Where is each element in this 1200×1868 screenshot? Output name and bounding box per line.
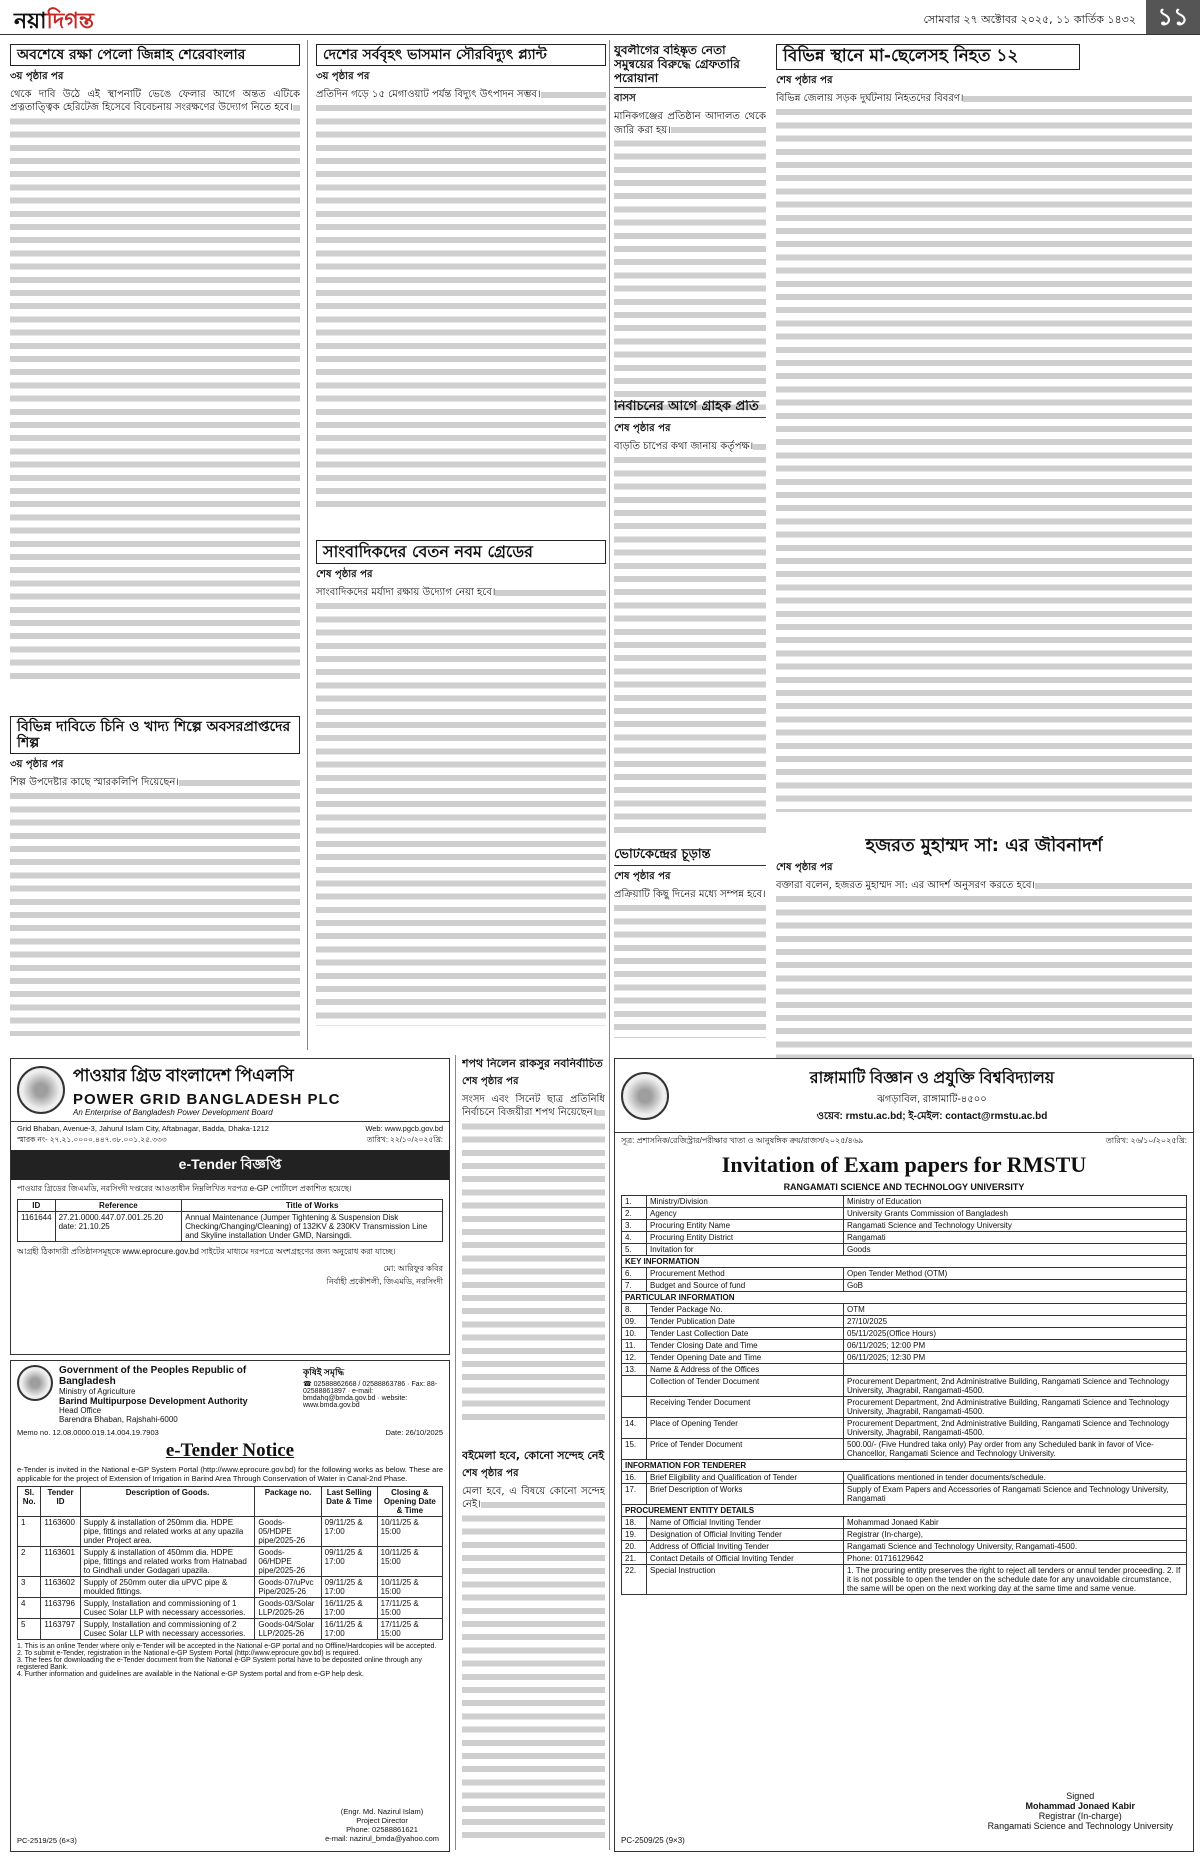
- article-body: সাংবাদিকদের মর্যাদা রক্ষায় উদ্যোগ নেয়া হবে।: [316, 586, 606, 1026]
- table-cell: 22.: [622, 1565, 647, 1595]
- table-cell: 1163602: [41, 1577, 80, 1598]
- page-number: ১১: [1146, 0, 1200, 34]
- table-cell: Brief Description of Works: [647, 1484, 844, 1505]
- table-cell: Supply & installation of 250mm dia. HDPE pipe, fittings and related works at any upazila under Project area.: [80, 1517, 255, 1547]
- tender-note: 3. The fees for downloading the e-Tender document from the National e-GP System portal have to be deposited online through any registered Bank.: [17, 1657, 422, 1671]
- table-row: [622, 1529, 1187, 1541]
- table-cell: 06/11/2025; 12:30 PM: [844, 1352, 1187, 1364]
- table-cell: 18.: [622, 1517, 647, 1529]
- table-row: [622, 1460, 1187, 1472]
- table-row: [622, 1418, 1187, 1439]
- table-cell: 2.: [622, 1208, 647, 1220]
- table-cell: Open Tender Method (OTM): [844, 1268, 1187, 1280]
- table-row: [18, 1517, 443, 1547]
- table-cell: 4.: [622, 1232, 647, 1244]
- table-row: [622, 1280, 1187, 1292]
- article: [10, 44, 300, 684]
- headline: নির্বাচনের আগে গ্রাহক প্রতি: [614, 400, 766, 418]
- table-row: [622, 1196, 1187, 1208]
- table-cell: 16.: [622, 1472, 647, 1484]
- tender-info-table: [621, 1195, 1187, 1595]
- table-cell: Rangamati: [844, 1232, 1187, 1244]
- table-cell: OTM: [844, 1304, 1187, 1316]
- notice-title: Invitation of Exam papers for RMSTU: [721, 1152, 1087, 1177]
- table-cell: Agency: [647, 1208, 844, 1220]
- table-cell: 09/11/25 & 17:00: [321, 1517, 377, 1547]
- tender-table: [17, 1199, 443, 1242]
- table-row: [622, 1553, 1187, 1565]
- table-row: [18, 1547, 443, 1577]
- continuation-label: শেষ পৃষ্ঠার পর: [776, 74, 833, 86]
- masthead: [0, 0, 1200, 35]
- table-cell: Ministry of Education: [844, 1196, 1187, 1208]
- table-cell: Contact Details of Official Inviting Tender: [647, 1553, 844, 1565]
- continuation-label: ৩য় পৃষ্ঠার পর: [316, 71, 370, 83]
- continuation-label: শেষ পৃষ্ঠার পর: [316, 569, 373, 581]
- headline: সাংবাদিকদের বেতন নবম গ্রেডের: [316, 540, 606, 564]
- article-body: মানিকগঞ্জের প্রতিষ্ঠান আদালত থেকে জারি করা হয়।: [614, 110, 766, 410]
- table-header-cell: ID: [18, 1200, 56, 1212]
- table-cell: Procurement Department, 2nd Administrative Building, Rangamati Science and Technology University, Jhagrabil, Rangamati-4500.: [844, 1376, 1187, 1397]
- section-header-cell: PROCUREMENT ENTITY DETAILS: [622, 1505, 1187, 1517]
- headline: যুবলীগের বহিষ্কৃত নেতা সমুন্বয়ের বিরুদ্ধে গ্রেফতারি পরোয়ানা: [614, 44, 766, 88]
- table-cell: 3.: [622, 1220, 647, 1232]
- table-row: [622, 1340, 1187, 1352]
- table-cell: Procurement Department, 2nd Administrative Building, Rangamati Science and Technology University, Jhagrabil, Rangamati-4500.: [844, 1397, 1187, 1418]
- headline: বিভিন্ন দাবিতে চিনি ও খাদ্য শিল্পে অবসরপ্রাপ্তদের শিল্প: [10, 716, 300, 754]
- headline: বিভিন্ন স্থানে মা-ছেলেসহ নিহত ১২: [776, 44, 1080, 70]
- article: [776, 44, 1192, 812]
- table-cell: Procurement Method: [647, 1268, 844, 1280]
- continuation-label: ৩য় পৃষ্ঠার পর: [10, 759, 64, 771]
- table-cell: 1: [18, 1517, 41, 1547]
- bmda-logo-icon: [17, 1365, 53, 1401]
- table-cell: Qualifications mentioned in tender documents/schedule.: [844, 1472, 1187, 1484]
- table-cell: Supply & installation of 450mm dia. HDPE pipe, fittings and related works from Hatnabad to Gindhali under Godagari upazila.: [80, 1547, 255, 1577]
- table-cell: Tender Last Collection Date: [647, 1328, 844, 1340]
- table-cell: 7.: [622, 1280, 647, 1292]
- table-cell: Procuring Entity Name: [647, 1220, 844, 1232]
- table-cell: 4: [18, 1598, 41, 1619]
- table-cell: 13.: [622, 1364, 647, 1376]
- table-cell: Invitation for: [647, 1244, 844, 1256]
- table-row: [18, 1598, 443, 1619]
- continuation-label: শেষ পৃষ্ঠার পর: [614, 870, 671, 882]
- table-cell: [622, 1397, 647, 1418]
- table-cell: Annual Maintenance (Jumper Tightening & Suspension Disk Checking/Changing/Cleaning) of 132KV & 230KV Transmission Line and Skyline installation Under GMD, Narsingdi.: [182, 1212, 443, 1242]
- article-body: বিভিন্ন জেলায় সড়ক দুর্ঘটনায় নিহতদের বিবরণ।: [776, 92, 1192, 812]
- continuation-label: শেষ পৃষ্ঠার পর: [462, 1467, 519, 1479]
- table-cell: Tender Publication Date: [647, 1316, 844, 1328]
- table-cell: Goods: [844, 1244, 1187, 1256]
- table-cell: 15.: [622, 1439, 647, 1460]
- table-cell: 1163600: [41, 1517, 80, 1547]
- table-cell: Goods-06/HDPE pipe/2025-26: [255, 1547, 321, 1577]
- rmstu-tender-ad: রাঙ্গামাটি বিজ্ঞান ও প্রযুক্তি বিশ্ববিদ্যালয় ঝগড়াবিল, রাঙ্গামাটি-৪৫০০ ওয়েব: rmstu.ac.bd; ই-মেইল: contact@rmstu.ac.bd সূত্র: প্রশাসনিক/রেজিস্ট্রার/পরীক্ষার খাতা ও আনুষঙ্গিক ক্রয়/রাজস/২০২৫/৪৬৯ তারিখ: ২৬/১০/২০২৫খ্রি: Invitation of Exam papers for RMSTU RANGAMATI SCIENCE AND TECHNOLOGY UNIVERSITY 1. Ministry/Division Ministry of Education 2. Agency University Grants Commission of Bangladesh 3. Procuring Entity Name Rangamati Science and Technology University 4. Procuring Entity District Rangamati 5. Invitation for Goods KEY INFORMATION 6. Procurement Method Open Tender Method (OTM) 7. Budget and Source of fund GoB PARTICULAR INFORMATION 8. Tender Package No. OTM 09. Tender Publication Date 27/10/2025 10. Tender Last Collection Date 05/11/2025(Office Hours) 11. Tender Closing Date and Time 06/11/2025; 12:00 PM 12. Tender Opening Date and Time 06/11/2025; 12:30 PM 13. Name & Address of the Offices Collection of Tender Document Procurement Department, 2nd Administrative Building, Rangamati Science and Technology University, Jhagrabil, Rangamati-4500. Receiving Tender Document Procurement Department, 2nd Administrative Building, Rangamati Science and Technology University, Jhagrabil, Rangamati-4500. 14. Place of Opening Tender Procurement Department, 2nd Administrative Building, Rangamati Science and Technology University, Jhagrabil, Rangamati-4500. 15. Price of Tender Document 500.00/- (Five Hundred taka only) Pay order from any Scheduled bank in favor of Vice-Chancellor, Rangamati Science and Technology University. INFORMATION FOR TENDERER 16. Brief Eligibility and Qualification of Tender Qualifications mentioned in tender documents/schedule. 17. Brief Description of Works Supply of Exam Papers and Accessories of Rangamati Science and Technology University, Rangamati PROCUREMENT ENTITY DETAILS 18. Name of Official Inviting Tender Mohammad Jonaed Kabir 19. Designation of Official Inviting Tender Registrar (In-charge), 20. Address of Official Inviting Tender Rangamati Science and Technology University, Rangamati-4500. 21. Contact Details of Official Inviting Tender Phone: 01716129642 22. Special Instruction 1. The procuring entity preserves the right to reject all tenders or annul tender proceeding. 2. If it is not possible to open the tender on the schedule date for any unavoidable circumstance, the same will be open on the next working day at the same time and same venue. Signed Mohammad Jonaed Kabir Registrar (In-charge) Rangamati Science and Technology University PC-2509/25 (9×3): [614, 1058, 1194, 1852]
- section-header-cell: PARTICULAR INFORMATION: [622, 1292, 1187, 1304]
- table-row: [622, 1352, 1187, 1364]
- table-cell: 11.: [622, 1340, 647, 1352]
- table-cell: 27/10/2025: [844, 1316, 1187, 1328]
- table-row: [622, 1505, 1187, 1517]
- tender-note: 4. Further information and guidelines are available in the National e-GP System portal and from e-GP help desk.: [17, 1671, 364, 1678]
- continuation-label: শেষ পৃষ্ঠার পর: [462, 1075, 519, 1087]
- table-cell: 09/11/25 & 17:00: [321, 1547, 377, 1577]
- table-cell: Goods-04/Solar LLP/2025-26: [255, 1619, 321, 1640]
- article-body: সংসদ এবং সিনেট ছাত্র প্রতিনিধি নির্বাচনে বিজয়ীরা শপথ নিয়েছেন।: [462, 1093, 605, 1423]
- continuation-label: শেষ পৃষ্ঠার পর: [614, 422, 671, 434]
- article: [614, 44, 766, 410]
- headline: হজরত মুহাম্মদ সা: এর জীবনাদর্শ: [865, 836, 1103, 856]
- article: [462, 1450, 605, 1845]
- table-row: [622, 1376, 1187, 1397]
- table-cell: Supply, Installation and commissioning of 1 Cusec Solar LLP with necessary accessories.: [80, 1598, 255, 1619]
- table-row: [18, 1212, 443, 1242]
- table-cell: Procurement Department, 2nd Administrative Building, Rangamati Science and Technology University, Jhagrabil, Rangamati-4500.: [844, 1418, 1187, 1439]
- table-row: [622, 1220, 1187, 1232]
- tender-note: 1. This is an online Tender where only e-Tender will be accepted in the National e-GP portal and no Offline/Hardcopies will be accepted.: [17, 1643, 437, 1650]
- table-cell: Mohammad Jonaed Kabir: [844, 1517, 1187, 1529]
- table-cell: 500.00/- (Five Hundred taka only) Pay order from any Scheduled bank in favor of Vice-Chancellor, Rangamati Science and Technology University.: [844, 1439, 1187, 1460]
- table-cell: 16/11/25 & 17:00: [321, 1619, 377, 1640]
- table-cell: Phone: 01716129642: [844, 1553, 1187, 1565]
- table-cell: 5: [18, 1619, 41, 1640]
- table-row: [622, 1517, 1187, 1529]
- notice-title: e-Tender বিজ্ঞপ্তি: [11, 1150, 449, 1180]
- table-row: [622, 1397, 1187, 1418]
- table-cell: 17.: [622, 1484, 647, 1505]
- table-cell: Supply, Installation and commissioning of 2 Cusec Solar LLP with necessary accessories.: [80, 1619, 255, 1640]
- table-row: [622, 1244, 1187, 1256]
- table-cell: Special Instruction: [647, 1565, 844, 1595]
- table-cell: 8.: [622, 1304, 647, 1316]
- table-cell: 20.: [622, 1541, 647, 1553]
- table-cell: Supply of Exam Papers and Accessories of Rangamati Science and Technology University, Rangamati: [844, 1484, 1187, 1505]
- table-row: [18, 1577, 443, 1598]
- tender-note: 2. To submit e-Tender, registration in the National e-GP System Portal (http://www.eprocure.gov.bd) is required.: [17, 1650, 361, 1657]
- table-cell: 05/11/2025(Office Hours): [844, 1328, 1187, 1340]
- table-cell: GoB: [844, 1280, 1187, 1292]
- tender-table: [17, 1486, 443, 1640]
- table-cell: 10/11/25 & 15:00: [377, 1517, 442, 1547]
- table-cell: 1161644: [18, 1212, 56, 1242]
- table-cell: 12.: [622, 1352, 647, 1364]
- newspaper-logo: নয়াদিগন্ত: [14, 9, 94, 34]
- table-cell: Registrar (In-charge),: [844, 1529, 1187, 1541]
- article-body: থেকে দাবি উঠে এই স্থাপনাটি ভেঙে ফেলার আগে অন্তত এটিকে প্রত্নতাত্ত্বিক হেরিটেজ হিসেবে বিবেচনায় সংরক্ষণের উদ্যোগ নিতে হবে।: [10, 88, 300, 684]
- headline: শপথ নিলেন রাকসুর নবনির্বাচিত: [462, 1058, 603, 1070]
- table-cell: 10/11/25 & 15:00: [377, 1577, 442, 1598]
- table-header-cell: Description of Goods.: [80, 1487, 255, 1517]
- article-body: মেলা হবে, এ বিষয়ে কোনো সন্দেহ নেই।: [462, 1485, 605, 1845]
- table-cell: Goods-07/uPvc Pipe/2025-26: [255, 1577, 321, 1598]
- table-cell: 10/11/25 & 15:00: [377, 1547, 442, 1577]
- table-row: [622, 1565, 1187, 1595]
- table-cell: Name of Official Inviting Tender: [647, 1517, 844, 1529]
- table-cell: 17/11/25 & 15:00: [377, 1598, 442, 1619]
- table-cell: 09/11/25 & 17:00: [321, 1577, 377, 1598]
- article: [10, 716, 300, 1036]
- article: [462, 1058, 605, 1423]
- headline: বইমেলা হবে, কোনো সন্দেহ নেই: [462, 1450, 605, 1462]
- table-cell: Goods-03/Solar LLP/2025-26: [255, 1598, 321, 1619]
- table-cell: Budget and Source of fund: [647, 1280, 844, 1292]
- bmda-etender-ad: Government of the Peoples Republic of Bangladesh Ministry of Agriculture Barind Multipurpose Development Authority Head Office Barendra Bhaban, Rajshahi-6000 কৃষিই সমৃদ্ধি ☎ 02588862668 / 02588863786 · Fax: 88-02588861897 · e-mail: bmdahq@bmda.gov.bd · website: www.bmda.gov.bd Memo no. 12.08.0000.019.14.004.19.7903 Date: 26/10/2025 e-Tender Notice e-Tender is invited in the National e-GP System Portal (http://www.eprocure.gov.bd) for the following works as below. These are applicable for the project of Extension of Irrigation in Barind Area Through Conservation of Water in Canal-2nd Phase. Sl. No. Tender ID Description of Goods. Package no. Last Selling Date & Time Closing & Opening Date & Time 1 1163600 Supply & installation of 250mm dia. HDPE pipe, fittings and related works at any upazila under Project area. Goods-05/HDPE pipe/2025-26 09/11/25 & 17:00 10/11/25 & 15:00 2 1163601 Supply & installation of 450mm dia. HDPE pipe, fittings and related works from Hatnabad to Gindhali under Godagari upazila. Goods-06/HDPE pipe/2025-26 09/11/25 & 17:00 10/11/25 & 15:00 3 1163602 Supply of 250mm outer dia uPVC pipe & moulded fittings. Goods-07/uPvc Pipe/2025-26 09/11/25 & 17:00 10/11/25 & 15:00 4 1163796 Supply, Installation and commissioning of 1 Cusec Solar LLP with necessary accessories. Goods-03/Solar LLP/2025-26 16/11/25 & 17:00 17/11/25 & 15:00 5 1163797 Supply, Installation and commissioning of 2 Cusec Solar LLP with necessary accessories. Goods-04/Solar LLP/2025-26 16/11/25 & 17:00 17/11/25 & 15:00 1. This is an online Tender where only e-Tender will be accepted in the National e-GP portal and no Offline/Hardcopies will be accepted. 2. To submit e-Tender, registration in the National e-GP System Portal (http://www.eprocure.gov.bd) is required. 3. The fees for downloading the e-Tender document from the National e-GP System portal have to be deposited online through any registered Bank. 4. Further information and guidelines are available in the National e-GP System portal and from e-GP help desk. (Engr. Md. Nazirul Islam) Project Director Phone: 02588861621 e-mail: nazirul_bmda@yahoo.com PC-2519/25 (6×3): [10, 1360, 450, 1852]
- section-header-cell: KEY INFORMATION: [622, 1256, 1187, 1268]
- table-cell: Receiving Tender Document: [647, 1397, 844, 1418]
- article-body: প্রতিদিন গড়ে ১৫ মেগাওয়াট পর্যন্ত বিদ্যুৎ উৎপাদন সম্ভব।: [316, 88, 606, 508]
- table-row: [622, 1208, 1187, 1220]
- table-row: [622, 1472, 1187, 1484]
- table-cell: 27.21.0000.447.07.001.25.20 date: 21.10.25: [55, 1212, 182, 1242]
- table-cell: [844, 1364, 1187, 1376]
- table-cell: Rangamati Science and Technology University, Rangamati-4500.: [844, 1541, 1187, 1553]
- table-cell: 1163601: [41, 1547, 80, 1577]
- continuation-label: শেষ পৃষ্ঠার পর: [776, 861, 833, 873]
- table-cell: Rangamati Science and Technology University: [844, 1220, 1187, 1232]
- table-cell: 1. The procuring entity preserves the right to reject all tenders or annul tender proceeding. 2. If it is not possible to open the tender on the schedule date for any unavoidable circumstance, the same will be open on the next working day at the same time and same venue.: [844, 1565, 1187, 1595]
- table-cell: Collection of Tender Document: [647, 1376, 844, 1397]
- table-cell: 1163797: [41, 1619, 80, 1640]
- table-cell: 10.: [622, 1328, 647, 1340]
- tender-notes: [11, 1640, 449, 1681]
- table-row: [622, 1328, 1187, 1340]
- table-cell: 17/11/25 & 15:00: [377, 1619, 442, 1640]
- table-header-cell: Reference: [55, 1200, 182, 1212]
- table-cell: 14.: [622, 1418, 647, 1439]
- table-cell: Price of Tender Document: [647, 1439, 844, 1460]
- article: [776, 836, 1192, 1064]
- table-row: [622, 1256, 1187, 1268]
- table-cell: Name & Address of the Offices: [647, 1364, 844, 1376]
- table-row: [622, 1292, 1187, 1304]
- table-row: [18, 1619, 443, 1640]
- power-grid-logo-icon: [17, 1066, 65, 1114]
- article-body: বক্তারা বলেন, হজরত মুহাম্মদ সা: এর আদর্শ অনুসরণ করতে হবে।: [776, 879, 1192, 1064]
- table-cell: 5.: [622, 1244, 647, 1256]
- table-cell: Brief Eligibility and Qualification of Tender: [647, 1472, 844, 1484]
- table-row: [622, 1541, 1187, 1553]
- table-row: [622, 1364, 1187, 1376]
- table-cell: 1.: [622, 1196, 647, 1208]
- table-cell: 3: [18, 1577, 41, 1598]
- table-cell: Address of Official Inviting Tender: [647, 1541, 844, 1553]
- table-row: [622, 1304, 1187, 1316]
- table-header-cell: Tender ID: [41, 1487, 80, 1517]
- article: [316, 540, 606, 1026]
- table-cell: 09.: [622, 1316, 647, 1328]
- table-header-cell: Closing & Opening Date & Time: [377, 1487, 442, 1517]
- headline: ভোটকেন্দ্রের চূড়ান্ত: [614, 848, 766, 866]
- table-header-cell: Sl. No.: [18, 1487, 41, 1517]
- table-cell: 21.: [622, 1553, 647, 1565]
- notice-title: e-Tender Notice: [165, 1440, 295, 1461]
- table-cell: 19.: [622, 1529, 647, 1541]
- article-body: শিল্প উপদেষ্টার কাছে স্মারকলিপি দিয়েছেন।: [10, 776, 300, 1036]
- table-row: [622, 1232, 1187, 1244]
- table-cell: Place of Opening Tender: [647, 1418, 844, 1439]
- article: [614, 400, 766, 840]
- table-cell: Tender Package No.: [647, 1304, 844, 1316]
- article: [316, 44, 606, 508]
- table-header-cell: Package no.: [255, 1487, 321, 1517]
- power-grid-etender-ad: পাওয়ার গ্রিড বাংলাদেশ পিএলসি POWER GRID BANGLADESH PLC An Enterprise of Bangladesh Power Development Board Grid Bhaban, Avenue-3, Jahurul Islam City, Aftabnagar, Badda, Dhaka-1212 Web: www.pgcb.gov.bd স্মারক নং- ২৭.২১.০০০০.৪৪৭.৩৮.০০১.২৫.৩৩৩ তারিখ: ২২/১০/২০২৫খ্রি: e-Tender বিজ্ঞপ্তি পাওয়ার গ্রিডের জিএমডি, নরসিংদী দপ্তরের আওতাধীন নিম্নলিখিত দরপত্র e-GP পোর্টালে প্রকাশিত হয়েছে। ID Reference Title of Works 1161644 27.21.0000.447.07.001.25.20 date: 21.10.25 Annual Maintenance (Jumper Tightening & Suspension Disk Checking/Changing/Cleaning) of 132KV & 230KV Transmission Line and Skyline installation Under GMD, Narsingdi. আগ্রহী ঠিকাদারী প্রতিষ্ঠানসমূহকে www.eprocure.gov.bd সাইটের মাধ্যমে দরপত্রে অংশগ্রহণের জন্য অনুরোধ করা যাচ্ছে। মো: আরিফুর কবির নির্বাহী প্রকৌশলী, জিএমডি, নরসিংদী: [10, 1058, 450, 1355]
- rmstu-logo-icon: [621, 1072, 669, 1120]
- table-cell: University Grants Commission of Bangladesh: [844, 1208, 1187, 1220]
- table-cell: 16/11/25 & 17:00: [321, 1598, 377, 1619]
- table-row: [622, 1484, 1187, 1505]
- table-cell: Tender Opening Date and Time: [647, 1352, 844, 1364]
- headline: অবশেষে রক্ষা পেলো জিন্নাহ শেরেবাংলার: [10, 44, 300, 66]
- table-header-cell: Last Selling Date & Time: [321, 1487, 377, 1517]
- headline: দেশের সর্ববৃহৎ ভাসমান সৌরবিদ্যুৎ প্ল্যান্ট: [316, 44, 606, 66]
- table-row: [622, 1316, 1187, 1328]
- table-cell: Procuring Entity District: [647, 1232, 844, 1244]
- table-cell: [622, 1376, 647, 1397]
- table-header-cell: Title of Works: [182, 1200, 443, 1212]
- article-body: প্রক্রিয়াটি কিছু দিনের মধ্যে সম্পন্ন হবে।: [614, 888, 766, 1038]
- table-cell: 2: [18, 1547, 41, 1577]
- article: [614, 848, 766, 1038]
- table-cell: Ministry/Division: [647, 1196, 844, 1208]
- issue-date: সোমবার ২৭ অক্টোবর ২০২৫, ১১ কার্তিক ১৪৩২: [923, 13, 1136, 26]
- article-body: বাড়তি চাপের কথা জানায় কর্তৃপক্ষ।: [614, 440, 766, 840]
- continuation-label: বাসস: [614, 93, 636, 105]
- table-cell: Tender Closing Date and Time: [647, 1340, 844, 1352]
- continuation-label: ৩য় পৃষ্ঠার পর: [10, 71, 64, 83]
- table-cell: 1163796: [41, 1598, 80, 1619]
- table-row: [622, 1439, 1187, 1460]
- table-cell: 6.: [622, 1268, 647, 1280]
- section-header-cell: INFORMATION FOR TENDERER: [622, 1460, 1187, 1472]
- table-row: [622, 1268, 1187, 1280]
- table-cell: Supply of 250mm outer dia uPVC pipe & moulded fittings.: [80, 1577, 255, 1598]
- table-cell: 06/11/2025; 12:00 PM: [844, 1340, 1187, 1352]
- table-cell: Goods-05/HDPE pipe/2025-26: [255, 1517, 321, 1547]
- table-cell: Designation of Official Inviting Tender: [647, 1529, 844, 1541]
